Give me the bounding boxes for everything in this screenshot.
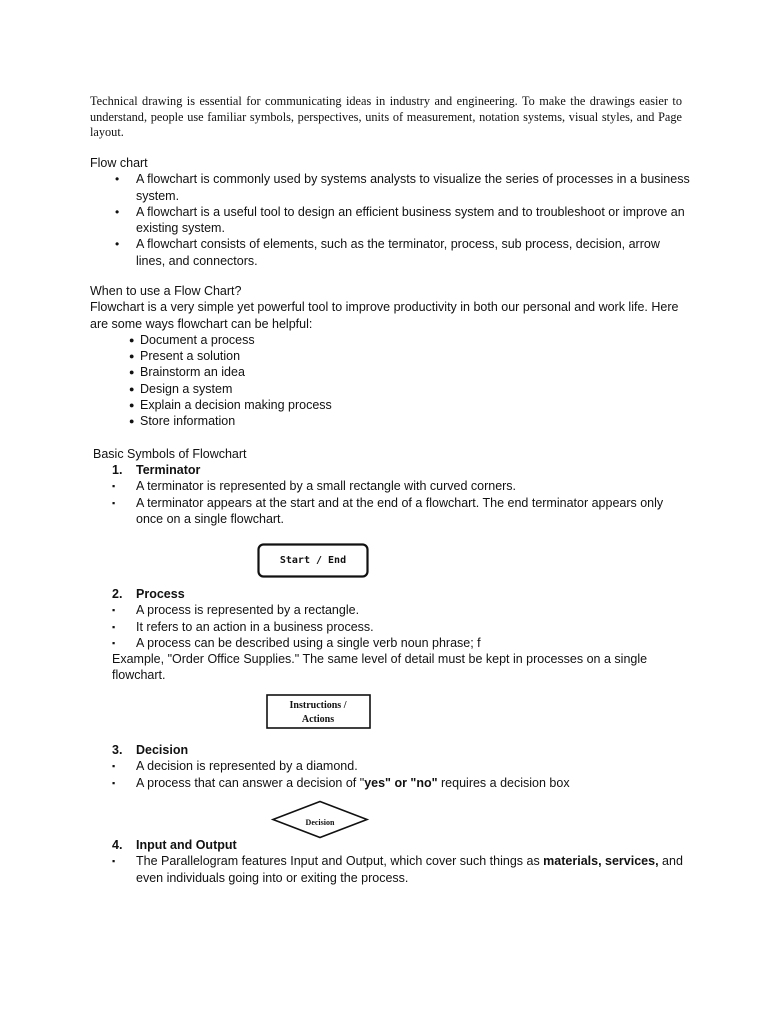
flow-chart-heading: Flow chart xyxy=(90,156,148,170)
list-item xyxy=(90,775,690,791)
when-to-use-section xyxy=(90,283,690,430)
list-item-text: A process is represented by a rectangle. xyxy=(136,603,360,618)
process-section xyxy=(90,586,690,684)
flow-chart-section xyxy=(90,155,690,269)
terminator-section xyxy=(90,462,690,527)
input-output-section xyxy=(90,837,690,886)
bullet-icon: • xyxy=(115,204,120,219)
bullet-icon: ● xyxy=(129,334,135,345)
bullet-icon: ● xyxy=(129,400,135,411)
list-item-text: A flowchart is commonly used by systems analysts to visualize the series of processes in a business system. xyxy=(136,172,690,203)
bullet-icon: • xyxy=(115,172,120,187)
list-item-text: It refers to an action in a business process. xyxy=(136,619,374,634)
process-bullet-list xyxy=(90,602,690,651)
list-item-text: A flowchart is a useful tool to design an efficient business system and to troubleshoot or improve an existing system. xyxy=(136,204,685,236)
section-title-text: Process xyxy=(136,587,185,601)
basic-symbols-heading: Basic Symbols of Flowchart xyxy=(93,447,247,461)
list-item-text-bold: services, xyxy=(605,854,659,869)
process-title xyxy=(90,586,690,602)
decision-section xyxy=(90,742,690,791)
bullet-icon: ● xyxy=(129,383,135,394)
list-item-text: A terminator is represented by a small rectangle with curved corners. xyxy=(136,479,517,494)
list-item xyxy=(90,171,690,204)
square-bullet-icon: ▪ xyxy=(112,761,116,772)
list-item xyxy=(90,619,690,635)
bullet-icon: ● xyxy=(129,416,135,427)
square-bullet-icon: ▪ xyxy=(112,856,116,867)
list-item xyxy=(90,364,690,380)
list-item-text: A decision is represented by a diamond. xyxy=(136,759,358,774)
square-bullet-icon: ▪ xyxy=(112,481,116,492)
when-to-use-heading: When to use a Flow Chart? xyxy=(90,284,242,298)
bullet-icon: ● xyxy=(129,351,135,362)
terminator-bullet-list xyxy=(90,478,690,527)
list-item-text-bold: materials, xyxy=(543,854,602,869)
decision-shape xyxy=(271,800,369,840)
list-item-text: Present a solution xyxy=(140,349,241,364)
list-item xyxy=(90,397,690,413)
list-item xyxy=(90,758,690,774)
list-item xyxy=(90,478,690,494)
list-item-text-bold: yes" or "no" xyxy=(364,775,438,790)
decision-shape-label: Decision xyxy=(305,818,335,827)
process-shape-label-line1: Instructions / xyxy=(289,700,347,711)
terminator-title xyxy=(90,462,690,478)
terminator-shape xyxy=(257,543,369,579)
square-bullet-icon: ▪ xyxy=(112,497,116,508)
decision-title xyxy=(90,742,690,758)
list-item-text: A flowchart consists of elements, such as the terminator, process, sub process, decision, arrow lines, and connectors. xyxy=(136,237,660,268)
bullet-icon: ● xyxy=(129,367,135,378)
list-item-text: Design a system xyxy=(140,381,233,396)
list-item-text-post: and even individuals going into or exiting the process. xyxy=(136,854,683,885)
list-item-text-pre: A process that can answer a decision of " xyxy=(136,775,365,790)
list-item-text-pre: The Parallelogram features Input and Output, which cover such things as xyxy=(136,854,544,869)
list-item-text: Document a process xyxy=(140,332,255,347)
list-item xyxy=(90,204,690,237)
when-to-use-paragraph: Flowchart is a very simple yet powerful tool to improve productivity in both our personal and work life. Here are some ways flowchart can be helpful: xyxy=(90,300,679,331)
intro-paragraph: Technical drawing is essential for communicating ideas in industry and engineering. To make the drawings easier to understand, people use familiar symbols, perspectives, units of measurement, notation systems, visual styles, and Page layout. xyxy=(90,94,682,140)
input-output-bullet-list xyxy=(90,853,690,886)
list-item xyxy=(90,602,690,618)
list-item xyxy=(90,413,690,429)
list-item-text: Explain a decision making process xyxy=(140,398,332,413)
list-item-text: Brainstorm an idea xyxy=(140,365,245,380)
section-number: 2. xyxy=(112,587,123,601)
list-item-text: A terminator appears at the start and at the end of a flowchart. The end terminator appears only once on a single flowchart. xyxy=(136,495,664,526)
process-shape-label-line2: Actions xyxy=(301,714,335,725)
flow-chart-bullet-list xyxy=(90,171,690,269)
list-item xyxy=(90,495,690,528)
section-number: 3. xyxy=(112,743,123,757)
list-item xyxy=(90,348,690,364)
bullet-icon: • xyxy=(115,237,120,252)
square-bullet-icon: ▪ xyxy=(112,777,116,788)
section-number: 1. xyxy=(112,463,123,477)
list-item xyxy=(90,853,690,886)
list-item-text: Store information xyxy=(140,414,236,429)
process-example: Example, "Order Office Supplies." The same level of detail must be kept in processes on a single flowchart. xyxy=(112,652,648,683)
list-item-text-post: requires a decision box xyxy=(437,775,570,790)
section-title-text: Terminator xyxy=(136,463,201,477)
terminator-shape-label: Start / End xyxy=(279,555,347,566)
section-title-text: Decision xyxy=(136,743,189,757)
list-item xyxy=(90,236,690,269)
list-item-text: A process can be described using a single verb noun phrase; f xyxy=(136,635,481,650)
process-shape xyxy=(266,694,372,730)
list-item xyxy=(90,635,690,651)
square-bullet-icon: ▪ xyxy=(112,605,116,616)
list-item xyxy=(90,332,690,348)
list-item xyxy=(90,381,690,397)
square-bullet-icon: ▪ xyxy=(112,637,116,648)
section-number: 4. xyxy=(112,838,123,852)
input-output-title xyxy=(90,837,690,853)
decision-bullet-list xyxy=(90,758,690,791)
section-title-text: Input and Output xyxy=(136,838,237,852)
when-to-use-list xyxy=(90,332,690,430)
square-bullet-icon: ▪ xyxy=(112,621,116,632)
